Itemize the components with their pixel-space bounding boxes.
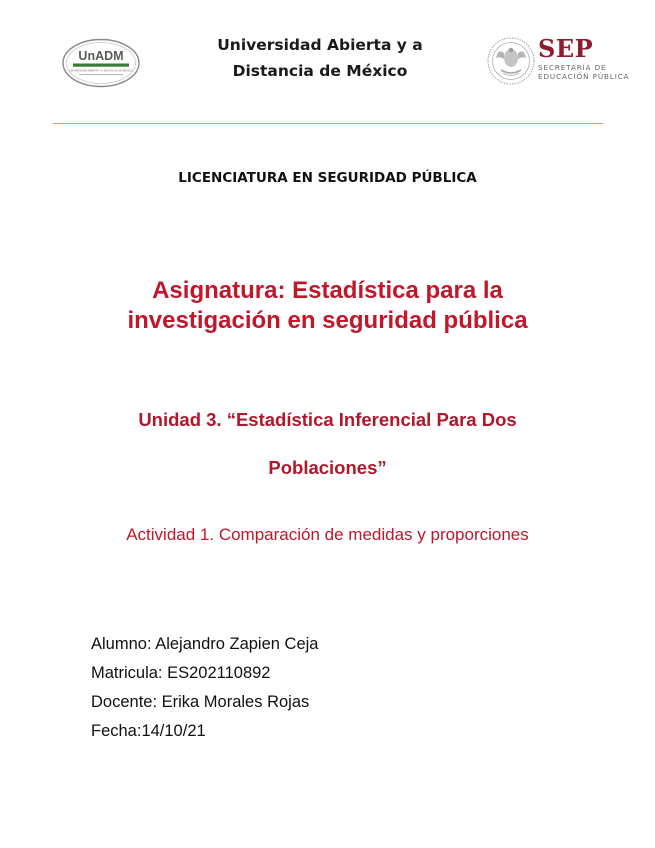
student-name: Alumno: Alejandro Zapien Ceja (91, 635, 319, 653)
unit-title-line-1: Unidad 3. “Estadística Inferencial Para Dos (138, 409, 517, 430)
header-divider (53, 123, 603, 124)
sep-logo-subtitle-line-1: SECRETARÍA DE (538, 63, 607, 72)
unadm-logo-name: UnADM (78, 49, 124, 63)
sep-logo-subtitle-line-2: EDUCACIÓN PÚBLICA (538, 72, 630, 81)
university-name-line-2: Distancia de México (232, 62, 408, 80)
unadm-logo (61, 38, 141, 88)
sep-logo-subtitle (538, 63, 648, 81)
student-id: Matricula: ES202110892 (91, 664, 271, 682)
submission-date: Fecha:14/10/21 (91, 722, 206, 740)
unadm-logo-tagline: UNIVERSIDAD ABIERTA Y A DISTANCIA DE MÉXICO (69, 69, 133, 73)
subject-title-line-1: Asignatura: Estadística para la (152, 277, 503, 304)
subject-title (60, 276, 595, 336)
university-name-line-1: Universidad Abierta y a (217, 36, 423, 54)
university-name (200, 32, 440, 84)
teacher-name: Docente: Erika Morales Rojas (91, 693, 310, 711)
national-seal-icon (486, 36, 536, 86)
unit-title-line-2: Poblaciones” (268, 457, 387, 478)
activity-title: Actividad 1. Comparación de medidas y proporciones (126, 525, 529, 544)
document-header (0, 0, 655, 123)
sep-logo-mark: SEP (538, 34, 594, 63)
sep-logo (538, 36, 648, 88)
subject-title-line-2: investigación en seguridad pública (127, 307, 528, 334)
student-info (91, 630, 318, 746)
career-title: LICENCIATURA EN SEGURIDAD PÚBLICA (178, 170, 477, 186)
